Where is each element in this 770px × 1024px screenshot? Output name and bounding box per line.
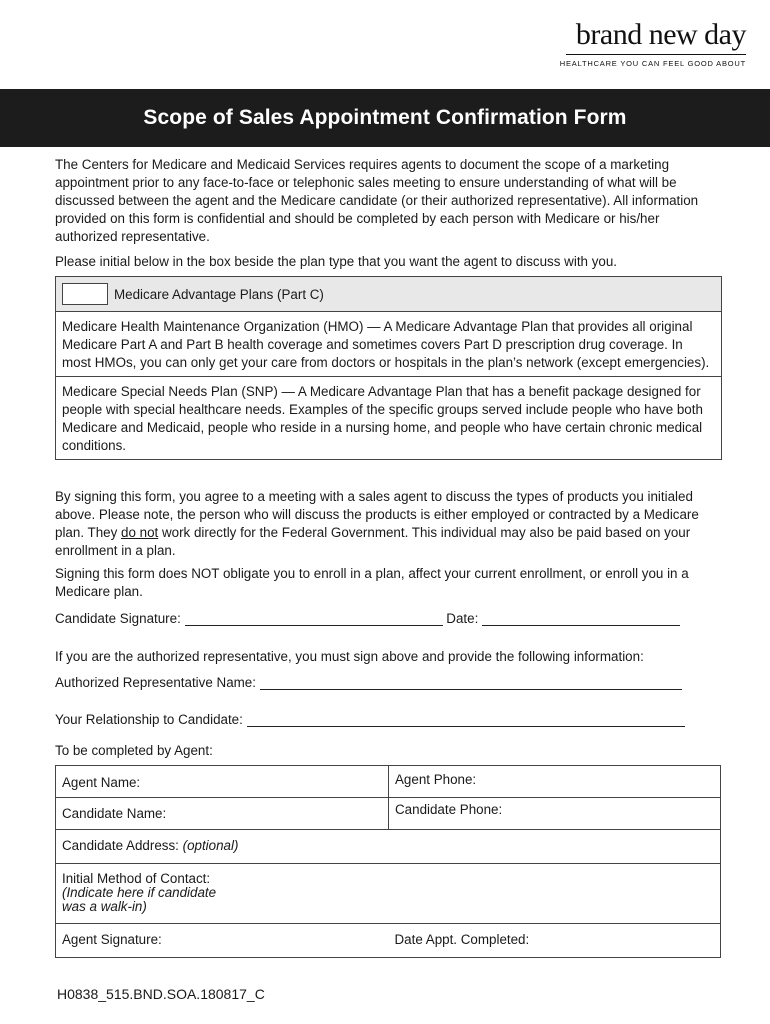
- candidate-signature-row: [55, 611, 680, 626]
- plan-header-row: [56, 277, 721, 312]
- initial-contact-note-1: (Indicate here if candidate: [62, 885, 217, 900]
- agent-info-table: [55, 765, 721, 958]
- consent-paragraph: [55, 488, 720, 560]
- logo-name: brand new day: [575, 18, 746, 51]
- consent-text-start: By signing this form, you agree to a meeting with a sales agent to discuss the types of products you initialed above. Please note, the person who will discuss the products is either employed or contracted by a Medicare plan. They: [55, 489, 699, 540]
- intro-paragraph: The Centers for Medicare and Medicaid Services requires agents to document the scope of a marketing appointment prior to any face-to-face or telephonic sales meeting to ensure understanding of what will be discussed between the agent and the Medicare candidate (or their authorized representative). All information provided on this form is confidential and should be completed by each person with Medicare or his/her authorized representative.: [55, 157, 699, 244]
- initial-contact-cell[interactable]: [56, 864, 721, 924]
- agent-name-label: Agent Name:: [62, 775, 141, 790]
- candidate-name-label: Candidate Name:: [62, 806, 167, 821]
- auth-rep-label: Authorized Representative Name:: [55, 675, 256, 690]
- candidate-address-cell[interactable]: [56, 830, 721, 864]
- form-code: H0838_515.BND.SOA.180817_C: [57, 986, 265, 1002]
- consent-text-end: work directly for the Federal Government. This individual may also be paid based on your enrollment in a plan.: [55, 525, 691, 558]
- agent-name-cell[interactable]: [56, 766, 389, 798]
- initial-instruction: Please initial below in the box beside the plan type that you want the agent to discuss with you.: [55, 254, 618, 269]
- candidate-address-label: Candidate Address:: [62, 838, 179, 853]
- agent-section-intro: To be completed by Agent:: [55, 743, 213, 758]
- candidate-phone-cell[interactable]: [389, 798, 721, 830]
- agent-signature-label: Agent Signature:: [62, 932, 162, 947]
- auth-rep-field[interactable]: [260, 675, 682, 690]
- initial-contact-note-2: was a walk-in): [62, 899, 147, 914]
- auth-rep-row: [55, 675, 682, 690]
- plan-header-label: Medicare Advantage Plans (Part C): [114, 286, 324, 302]
- brand-logo: [560, 18, 746, 68]
- initial-contact-label: Initial Method of Contact:: [62, 871, 211, 886]
- title-bar: [0, 89, 770, 147]
- initial-box-medicare-advantage[interactable]: [62, 283, 108, 305]
- plan-hmo-description: Medicare Health Maintenance Organization (HMO) — A Medicare Advantage Plan that provides all original Medicare Part A and Part B health coverage and sometimes covers Part D prescription drug coverage. In most HMOs, you can only get your care from doctors or hospitals in the plan’s network (except emergencies).: [62, 319, 710, 370]
- relationship-field[interactable]: [247, 712, 685, 727]
- logo-divider: [566, 54, 746, 55]
- date-field[interactable]: [482, 611, 680, 626]
- logo-tagline: HEALTHCARE YOU CAN FEEL GOOD ABOUT: [559, 59, 746, 68]
- agent-phone-cell[interactable]: [389, 766, 721, 798]
- candidate-name-cell[interactable]: [56, 798, 389, 830]
- relationship-label: Your Relationship to Candidate:: [55, 712, 243, 727]
- agent-signature-cell[interactable]: [56, 924, 389, 958]
- plan-selection-box: [55, 276, 722, 460]
- date-completed-label: Date Appt. Completed:: [394, 932, 530, 947]
- date-label: Date:: [446, 611, 479, 626]
- auth-rep-note: If you are the authorized representative, you must sign above and provide the following information:: [55, 649, 644, 664]
- date-completed-cell[interactable]: [389, 924, 721, 958]
- consent-do-not: do not: [121, 525, 159, 540]
- candidate-phone-label: Candidate Phone:: [395, 802, 503, 817]
- page-title: Scope of Sales Appointment Confirmation Form: [143, 106, 627, 129]
- obligation-paragraph: Signing this form does NOT obligate you to enroll in a plan, affect your current enrollment, or enroll you in a Medicare plan.: [55, 566, 689, 599]
- candidate-signature-field[interactable]: [185, 611, 443, 626]
- relationship-row: [55, 712, 685, 727]
- plan-snp-description: Medicare Special Needs Plan (SNP) — A Medicare Advantage Plan that has a benefit package designed for people with special healthcare needs. Examples of the specific groups served include people who have both Medicare and Medicaid, people who reside in a nursing home, and people who have certain chronic medical conditions.: [56, 376, 721, 459]
- candidate-signature-label: Candidate Signature:: [55, 611, 181, 626]
- optional-note: (optional): [182, 838, 239, 853]
- agent-phone-label: Agent Phone:: [395, 772, 477, 787]
